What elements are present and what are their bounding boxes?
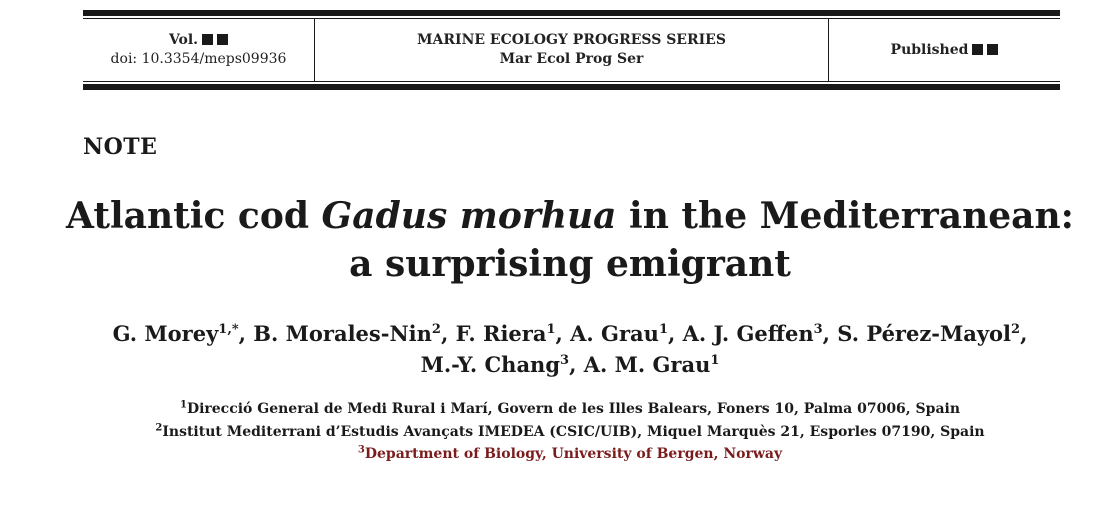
author-name: M.-Y. Chang [420, 352, 561, 377]
journal-name: MARINE ECOLOGY PROGRESS SERIES [417, 32, 726, 48]
affiliation-link[interactable] [60, 443, 1080, 466]
volume-label: Vol. [168, 32, 199, 48]
published-line [891, 41, 999, 60]
author-affiliation-mark: 3 [813, 322, 823, 337]
placeholder-box-icon [972, 44, 983, 55]
title-line-2: a surprising emigrant [349, 243, 791, 285]
affiliation-number: 2 [155, 421, 163, 433]
author-affiliation-mark: 3 [560, 353, 570, 368]
volume-line [169, 31, 228, 50]
affiliation-text: Institut Mediterrani d’Estudis Avançats IMEDEA (CSIC/UIB), Miquel Marquès 21, Esporles 07190, Spain [162, 423, 985, 440]
placeholder-box-icon [202, 34, 213, 45]
author-line-2 [60, 349, 1080, 380]
published-label: Published [890, 41, 969, 58]
affiliation-item [60, 398, 1080, 421]
author-affiliation-mark: 2 [1011, 322, 1021, 337]
author-name: B. Morales-Nin [253, 321, 432, 346]
author-name: A. J. Geffen [682, 321, 814, 346]
title-text: Atlantic cod [66, 195, 322, 237]
author-line-1 [60, 318, 1080, 349]
affiliation-number: 1 [179, 399, 187, 411]
masthead-journal-cell [315, 19, 829, 81]
masthead-bottom-rule [83, 84, 1060, 90]
affiliation-item [60, 421, 1080, 444]
author-affiliation-mark: 1 [658, 322, 668, 337]
author-affiliation-mark: 1 [546, 322, 556, 337]
author-name: A. M. Grau [583, 352, 711, 377]
title-line-1 [60, 192, 1080, 240]
author-separator: , [1020, 321, 1028, 346]
author-affiliation-mark: 2 [431, 322, 441, 337]
author-name: F. Riera [455, 321, 547, 346]
author-affiliation-mark: 1 [710, 353, 720, 368]
author-separator: , [440, 321, 456, 346]
author-name: G. Morey [112, 321, 219, 346]
author-affiliation-mark: 1,* [218, 322, 239, 337]
title-text: in the Mediterranean: [616, 195, 1074, 237]
species-name: Gadus morhua [321, 195, 617, 237]
journal-abbreviation: Mar Ecol Prog Ser [499, 51, 644, 67]
affiliation-text: Direcció General de Medi Rural i Marí, Govern de les Illes Balears, Foners 10, Palma 07006, Spain [186, 401, 961, 417]
affiliation-text: Department of Biology, University of Bergen, Norway [364, 446, 783, 462]
author-separator: , [822, 321, 838, 346]
author-separator: , [238, 321, 254, 346]
author-separator: , [569, 352, 584, 377]
author-separator: , [667, 321, 683, 346]
author-separator: , [555, 321, 571, 346]
author-name: A. Grau [570, 321, 659, 346]
doi-text: doi: 10.3354/meps09936 [110, 51, 287, 67]
placeholder-box-icon [987, 44, 998, 55]
affiliation-list [60, 398, 1080, 466]
article-title [60, 192, 1080, 288]
masthead-published-cell [829, 19, 1060, 81]
section-label: NOTE [83, 134, 158, 160]
masthead-volume-cell [83, 19, 315, 81]
author-list [60, 318, 1080, 380]
journal-masthead [83, 10, 1060, 90]
placeholder-box-icon [217, 34, 228, 45]
author-name: S. Pérez-Mayol [837, 321, 1012, 346]
affiliation-number: 3 [357, 444, 365, 456]
